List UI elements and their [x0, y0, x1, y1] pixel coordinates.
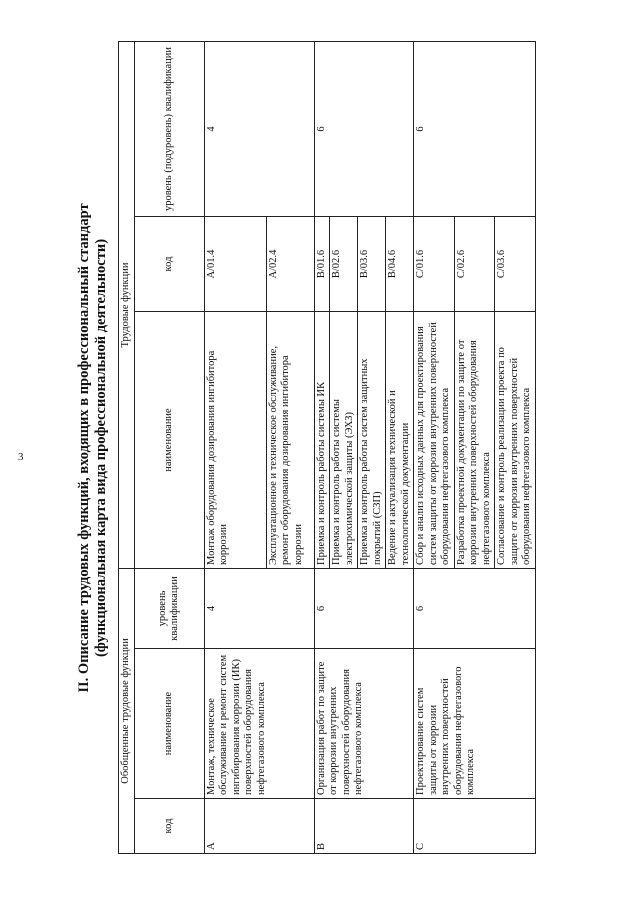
- function-name: Эксплуатационное и техническое обслуживание, ремонт оборудования дозирования ингибитора коррозии: [266, 312, 314, 569]
- function-level: 4: [204, 41, 314, 216]
- function-code: B/02.6: [330, 217, 358, 312]
- function-code: A/02.4: [266, 217, 314, 312]
- function-code: B/03.6: [358, 217, 386, 312]
- page-title: II. Описание трудовых функций, входящих в профессиональный стандарт: [76, 203, 92, 693]
- function-name: Согласование и контроль реализации проекта по защите от коррозии внутренних поверхностей оборудования нефтегазового комплекса: [495, 312, 536, 569]
- functional-map-table: [118, 41, 536, 854]
- header-labor-name: наименование: [134, 312, 204, 569]
- function-name: Монтаж оборудования дозирования ингибитора коррозии: [204, 312, 266, 569]
- function-level: 6: [314, 41, 414, 216]
- header-code: код: [134, 799, 204, 854]
- header-labor: Трудовые функции: [119, 41, 135, 568]
- header-generalized: Обобщенные трудовые функции: [119, 569, 135, 854]
- group-level: 4: [204, 569, 314, 649]
- function-level: 6: [414, 41, 536, 216]
- function-code: B/01.6: [314, 217, 330, 312]
- function-name: Ведение и актуализация технической и технологической документации: [386, 312, 414, 569]
- group-code: A: [204, 799, 314, 854]
- header-sublevel: уровень (подуровень) квалификации: [134, 41, 204, 216]
- group-level: 6: [314, 569, 414, 649]
- group-level: 6: [414, 569, 536, 649]
- group-code: B: [314, 799, 414, 854]
- group-code: C: [414, 799, 536, 854]
- function-name: Приемка и контроль работы системы ИК: [314, 312, 330, 569]
- function-code: B/04.6: [386, 217, 414, 312]
- function-code: C/03.6: [495, 217, 536, 312]
- group-name: Монтаж, техническое обслуживание и ремонт систем ингибирования коррозии (ИК) поверхностей оборудования нефтегазового комплекса: [204, 649, 314, 799]
- group-name: Проектирование систем защиты от коррозии внутренних поверхностей оборудования нефтегазового комплекса: [414, 649, 536, 799]
- header-name: наименование: [134, 649, 204, 799]
- function-name: Приемка и контроль работы системы электрохимической защиты (ЭХЗ): [330, 312, 358, 569]
- page-subtitle: (функциональная карта вида профессиональной деятельности): [93, 238, 109, 658]
- function-code: C/02.6: [454, 217, 495, 312]
- group-name: Организация работ по защите от коррозии внутренних поверхностей оборудования нефтегазового комплекса: [314, 649, 414, 799]
- function-name: Сбор и анализ исходных данных для проектирования систем защиты от коррозии внутренних поверхностей оборудования нефтегазового комплекса: [414, 312, 455, 569]
- page-number: 3: [18, 451, 24, 463]
- function-name: Разработка проектной документации по защите от коррозии внутренних поверхностей оборудования нефтегазового комплекса: [454, 312, 495, 569]
- function-name: Приемка и контроль работы систем защитных покрытий (СЗП): [358, 312, 386, 569]
- function-code: C/01.6: [414, 217, 455, 312]
- header-level: уровень квалификации: [134, 569, 204, 649]
- function-code: A/01.4: [204, 217, 266, 312]
- rotated-page-content: [76, 42, 566, 854]
- header-labor-code: код: [134, 217, 204, 312]
